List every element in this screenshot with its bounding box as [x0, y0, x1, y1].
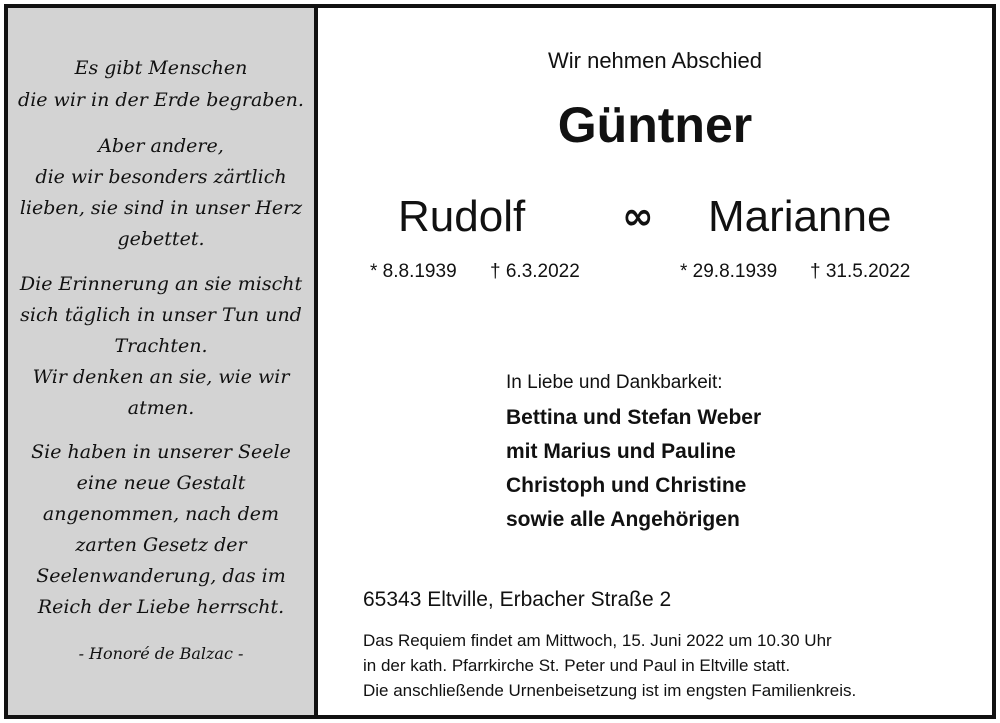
- poem-panel: [8, 8, 318, 715]
- first-name-1: Rudolf: [398, 192, 526, 241]
- poem-line: Reich der Liebe herrscht.: [37, 596, 285, 618]
- obituary-notice: [4, 4, 996, 719]
- poem-line: Trachten.: [114, 335, 208, 357]
- poem-line: zarten Gesetz der: [75, 534, 247, 556]
- poem-line: die wir in der Erde begraben.: [18, 89, 304, 111]
- service-line: Das Requiem findet am Mittwoch, 15. Juni 2022 um 10.30 Uhr: [363, 631, 832, 650]
- thanks-heading: In Liebe und Dankbarkeit:: [506, 372, 723, 393]
- address: 65343 Eltville, Erbacher Straße 2: [363, 588, 672, 611]
- poem-line: Wir denken an sie, wie wir: [32, 366, 290, 388]
- intro-line: Wir nehmen Abschied: [548, 48, 762, 73]
- poem-line: angenommen, nach dem: [42, 503, 280, 525]
- poem-author: - Honoré de Balzac -: [78, 644, 244, 663]
- poem-line: Sie haben in unserer Seele: [31, 441, 291, 463]
- poem-line: die wir besonders zärtlich: [35, 166, 287, 188]
- family-surname: Güntner: [557, 97, 753, 153]
- poem-line: sich täglich in unser Tun und: [20, 304, 302, 326]
- birth-date-1: * 8.8.1939: [370, 261, 457, 282]
- service-line: Die anschließende Urnenbeisetzung ist im engsten Familienkreis.: [363, 681, 857, 700]
- poem-line: Seelenwanderung, das im: [36, 565, 286, 587]
- birth-date-2: * 29.8.1939: [680, 261, 778, 282]
- death-date-2: † 31.5.2022: [810, 261, 911, 282]
- family-line: sowie alle Angehörigen: [506, 508, 740, 531]
- death-date-1: † 6.3.2022: [490, 261, 580, 282]
- poem-line: Die Erinnerung an sie mischt: [19, 273, 303, 295]
- poem-line: Aber andere,: [98, 135, 224, 157]
- family-line: mit Marius und Pauline: [506, 440, 736, 463]
- first-name-2: Marianne: [708, 192, 892, 241]
- family-line: Bettina und Stefan Weber: [506, 406, 762, 429]
- poem-line: atmen.: [127, 397, 195, 419]
- poem-line: gebettet.: [117, 228, 205, 250]
- notice-panel: [318, 8, 992, 715]
- poem-line: Es gibt Menschen: [74, 57, 248, 79]
- service-line: in der kath. Pfarrkirche St. Peter und Paul in Eltville statt.: [363, 656, 791, 675]
- poem-line: eine neue Gestalt: [76, 472, 246, 494]
- poem-line: lieben, sie sind in unser Herz: [19, 197, 303, 219]
- marriage-symbol: ∞: [622, 194, 654, 238]
- family-line: Christoph und Christine: [506, 474, 747, 497]
